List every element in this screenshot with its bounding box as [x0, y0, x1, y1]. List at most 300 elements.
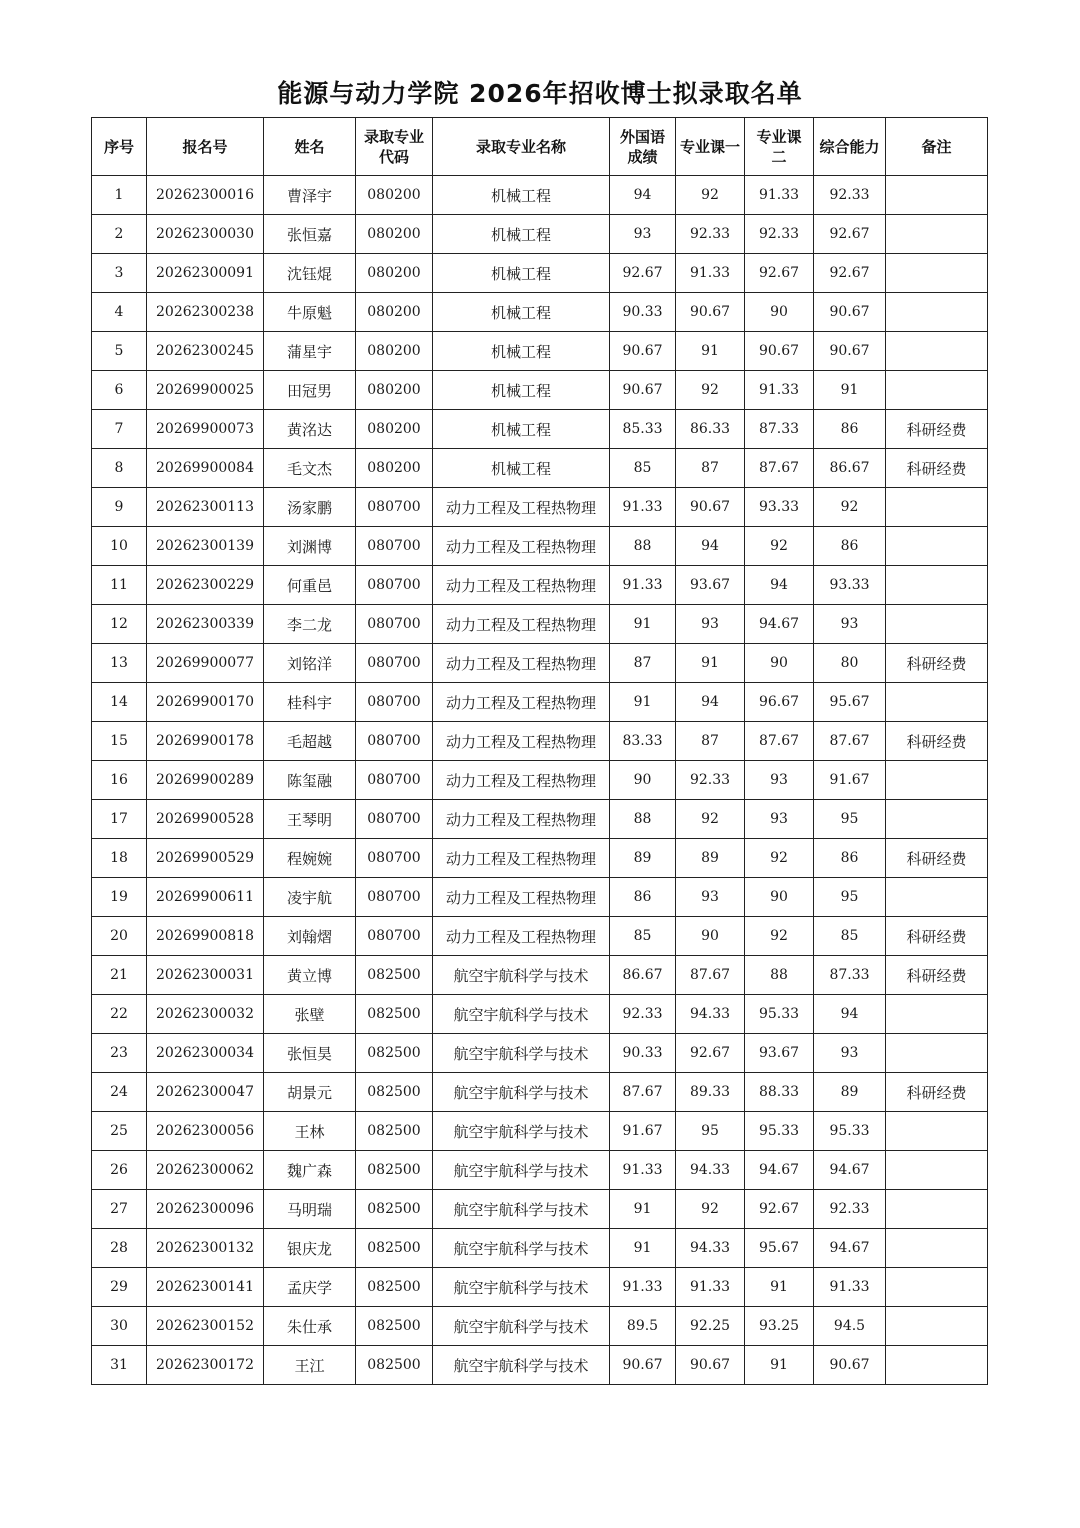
cell-overall: 95 [814, 800, 886, 839]
cell-course-two: 92 [745, 839, 814, 878]
cell-foreign-score: 91 [610, 1190, 676, 1229]
cell-name: 王琴明 [264, 800, 356, 839]
cell-course-one: 94 [676, 527, 745, 566]
cell-reg-no: 20269900025 [147, 371, 264, 410]
cell-remark: 科研经费 [886, 839, 988, 878]
cell-course-two: 96.67 [745, 683, 814, 722]
cell-remark [886, 293, 988, 332]
cell-name: 黄立博 [264, 956, 356, 995]
cell-major-code: 080700 [356, 605, 433, 644]
cell-course-two: 94 [745, 566, 814, 605]
cell-seq: 21 [92, 956, 147, 995]
cell-major-name: 动力工程及工程热物理 [433, 761, 610, 800]
cell-major-name: 动力工程及工程热物理 [433, 566, 610, 605]
cell-reg-no: 20269900077 [147, 644, 264, 683]
cell-foreign-score: 90 [610, 761, 676, 800]
cell-major-code: 082500 [356, 1073, 433, 1112]
cell-course-one: 91 [676, 332, 745, 371]
cell-foreign-score: 91 [610, 605, 676, 644]
cell-overall: 80 [814, 644, 886, 683]
table-row [92, 1112, 988, 1151]
cell-major-name: 航空宇航科学与技术 [433, 995, 610, 1034]
cell-course-one: 95 [676, 1112, 745, 1151]
header-major-code-line2: 代码 [378, 147, 409, 166]
cell-seq: 1 [92, 176, 147, 215]
cell-remark [886, 176, 988, 215]
table-row [92, 1151, 988, 1190]
cell-course-two: 93 [745, 800, 814, 839]
cell-reg-no: 20269900289 [147, 761, 264, 800]
cell-overall: 90.67 [814, 293, 886, 332]
cell-foreign-score: 91.33 [610, 1151, 676, 1190]
cell-course-two: 87.33 [745, 410, 814, 449]
cell-course-one: 91.33 [676, 254, 745, 293]
table-row [92, 956, 988, 995]
table-row [92, 1346, 988, 1385]
cell-course-two: 91.33 [745, 371, 814, 410]
cell-remark [886, 800, 988, 839]
cell-name: 黄洺达 [264, 410, 356, 449]
cell-course-one: 90.67 [676, 488, 745, 527]
cell-name: 张恒昊 [264, 1034, 356, 1073]
cell-name: 沈钰焜 [264, 254, 356, 293]
cell-seq: 22 [92, 995, 147, 1034]
cell-remark [886, 1268, 988, 1307]
cell-course-one: 86.33 [676, 410, 745, 449]
cell-major-name: 机械工程 [433, 215, 610, 254]
cell-overall: 93.33 [814, 566, 886, 605]
cell-course-two: 93.67 [745, 1034, 814, 1073]
cell-major-name: 机械工程 [433, 449, 610, 488]
cell-course-two: 91 [745, 1346, 814, 1385]
cell-overall: 93 [814, 605, 886, 644]
cell-reg-no: 20262300152 [147, 1307, 264, 1346]
cell-overall: 95 [814, 878, 886, 917]
cell-foreign-score: 88 [610, 527, 676, 566]
cell-major-code: 082500 [356, 1268, 433, 1307]
cell-seq: 30 [92, 1307, 147, 1346]
cell-major-name: 机械工程 [433, 176, 610, 215]
cell-major-name: 动力工程及工程热物理 [433, 683, 610, 722]
cell-major-code: 080700 [356, 488, 433, 527]
cell-major-code: 080700 [356, 527, 433, 566]
cell-remark: 科研经费 [886, 644, 988, 683]
cell-major-code: 080700 [356, 878, 433, 917]
cell-foreign-score: 90.33 [610, 293, 676, 332]
table-row [92, 1307, 988, 1346]
cell-course-two: 91.33 [745, 176, 814, 215]
cell-foreign-score: 91.33 [610, 566, 676, 605]
cell-overall: 94.67 [814, 1151, 886, 1190]
cell-overall: 92.67 [814, 215, 886, 254]
table-header [92, 118, 988, 176]
cell-seq: 24 [92, 1073, 147, 1112]
cell-major-code: 082500 [356, 1307, 433, 1346]
cell-seq: 20 [92, 917, 147, 956]
cell-foreign-score: 94 [610, 176, 676, 215]
cell-overall: 92.67 [814, 254, 886, 293]
cell-major-code: 080700 [356, 683, 433, 722]
cell-reg-no: 20262300030 [147, 215, 264, 254]
cell-course-two: 91 [745, 1268, 814, 1307]
cell-remark [886, 215, 988, 254]
cell-reg-no: 20262300238 [147, 293, 264, 332]
cell-course-one: 91.33 [676, 1268, 745, 1307]
table-row [92, 1268, 988, 1307]
cell-major-name: 动力工程及工程热物理 [433, 722, 610, 761]
cell-overall: 90.67 [814, 332, 886, 371]
cell-remark [886, 332, 988, 371]
document-title: 能源与动力学院 2026年招收博士拟录取名单 [277, 79, 803, 108]
cell-major-code: 080700 [356, 644, 433, 683]
cell-foreign-score: 83.33 [610, 722, 676, 761]
cell-reg-no: 20269900178 [147, 722, 264, 761]
cell-seq: 17 [92, 800, 147, 839]
cell-seq: 7 [92, 410, 147, 449]
cell-foreign-score: 87 [610, 644, 676, 683]
cell-reg-no: 20269900084 [147, 449, 264, 488]
cell-name: 王江 [264, 1346, 356, 1385]
cell-name: 曹泽宇 [264, 176, 356, 215]
cell-remark [886, 878, 988, 917]
cell-overall: 89 [814, 1073, 886, 1112]
cell-overall: 92.33 [814, 176, 886, 215]
cell-name: 魏广森 [264, 1151, 356, 1190]
cell-course-one: 94.33 [676, 1229, 745, 1268]
cell-major-code: 082500 [356, 1190, 433, 1229]
cell-name: 银庆龙 [264, 1229, 356, 1268]
cell-major-name: 航空宇航科学与技术 [433, 1268, 610, 1307]
cell-course-one: 93 [676, 878, 745, 917]
cell-seq: 31 [92, 1346, 147, 1385]
cell-remark: 科研经费 [886, 449, 988, 488]
table-row [92, 371, 988, 410]
cell-major-code: 080200 [356, 293, 433, 332]
table-row [92, 995, 988, 1034]
cell-course-one: 92 [676, 176, 745, 215]
cell-major-name: 机械工程 [433, 254, 610, 293]
table-row [92, 176, 988, 215]
header-overall: 综合能力 [814, 118, 886, 176]
cell-name: 毛超越 [264, 722, 356, 761]
header-major-name: 录取专业名称 [433, 118, 610, 176]
cell-major-name: 机械工程 [433, 332, 610, 371]
cell-course-one: 92 [676, 371, 745, 410]
cell-name: 汤家鹏 [264, 488, 356, 527]
cell-major-code: 082500 [356, 956, 433, 995]
cell-course-two: 92 [745, 527, 814, 566]
table-row [92, 254, 988, 293]
cell-remark [886, 1307, 988, 1346]
cell-major-name: 动力工程及工程热物理 [433, 878, 610, 917]
cell-seq: 9 [92, 488, 147, 527]
cell-remark [886, 527, 988, 566]
cell-course-two: 90 [745, 878, 814, 917]
cell-course-two: 90.67 [745, 332, 814, 371]
cell-seq: 29 [92, 1268, 147, 1307]
cell-seq: 10 [92, 527, 147, 566]
header-foreign-line1: 外国语 [619, 127, 665, 146]
cell-reg-no: 20262300113 [147, 488, 264, 527]
cell-course-one: 87 [676, 722, 745, 761]
cell-major-code: 080700 [356, 839, 433, 878]
cell-major-code: 080200 [356, 215, 433, 254]
cell-seq: 12 [92, 605, 147, 644]
cell-overall: 87.67 [814, 722, 886, 761]
cell-seq: 11 [92, 566, 147, 605]
cell-reg-no: 20262300047 [147, 1073, 264, 1112]
cell-overall: 94.67 [814, 1229, 886, 1268]
table-row [92, 917, 988, 956]
cell-foreign-score: 86.67 [610, 956, 676, 995]
cell-foreign-score: 91.33 [610, 488, 676, 527]
cell-course-two: 90 [745, 644, 814, 683]
cell-overall: 86.67 [814, 449, 886, 488]
cell-course-two: 88 [745, 956, 814, 995]
cell-course-one: 94.33 [676, 1151, 745, 1190]
cell-name: 何重邑 [264, 566, 356, 605]
cell-course-one: 90.67 [676, 293, 745, 332]
cell-remark [886, 605, 988, 644]
table-row [92, 1229, 988, 1268]
cell-reg-no: 20269900073 [147, 410, 264, 449]
cell-overall: 91 [814, 371, 886, 410]
cell-name: 凌宇航 [264, 878, 356, 917]
cell-seq: 15 [92, 722, 147, 761]
cell-seq: 6 [92, 371, 147, 410]
cell-reg-no: 20262300229 [147, 566, 264, 605]
cell-foreign-score: 92.67 [610, 254, 676, 293]
table-row [92, 605, 988, 644]
cell-major-name: 航空宇航科学与技术 [433, 956, 610, 995]
cell-major-code: 082500 [356, 1112, 433, 1151]
cell-foreign-score: 90.33 [610, 1034, 676, 1073]
cell-remark [886, 566, 988, 605]
cell-remark [886, 488, 988, 527]
table-row [92, 215, 988, 254]
cell-name: 田冠男 [264, 371, 356, 410]
cell-reg-no: 20269900818 [147, 917, 264, 956]
cell-foreign-score: 91 [610, 683, 676, 722]
cell-overall: 95.33 [814, 1112, 886, 1151]
cell-major-code: 080200 [356, 410, 433, 449]
cell-overall: 92 [814, 488, 886, 527]
table-row [92, 761, 988, 800]
cell-course-two: 93.33 [745, 488, 814, 527]
cell-foreign-score: 85 [610, 917, 676, 956]
cell-name: 桂科宇 [264, 683, 356, 722]
cell-major-name: 航空宇航科学与技术 [433, 1073, 610, 1112]
cell-major-code: 080200 [356, 371, 433, 410]
cell-course-two: 87.67 [745, 449, 814, 488]
cell-name: 胡景元 [264, 1073, 356, 1112]
cell-course-two: 94.67 [745, 605, 814, 644]
cell-reg-no: 20262300056 [147, 1112, 264, 1151]
header-remark: 备注 [886, 118, 988, 176]
cell-remark [886, 761, 988, 800]
cell-overall: 94.5 [814, 1307, 886, 1346]
cell-foreign-score: 89 [610, 839, 676, 878]
cell-overall: 93 [814, 1034, 886, 1073]
table-row [92, 1190, 988, 1229]
cell-remark: 科研经费 [886, 917, 988, 956]
cell-major-name: 动力工程及工程热物理 [433, 644, 610, 683]
cell-course-two: 92.67 [745, 254, 814, 293]
cell-overall: 86 [814, 527, 886, 566]
cell-reg-no: 20262300139 [147, 527, 264, 566]
table-row [92, 644, 988, 683]
cell-course-one: 92.33 [676, 215, 745, 254]
cell-course-one: 93.67 [676, 566, 745, 605]
cell-name: 毛文杰 [264, 449, 356, 488]
cell-name: 朱仕承 [264, 1307, 356, 1346]
cell-name: 陈玺融 [264, 761, 356, 800]
cell-major-name: 航空宇航科学与技术 [433, 1034, 610, 1073]
cell-overall: 87.33 [814, 956, 886, 995]
header-course-two [745, 118, 814, 176]
cell-foreign-score: 90.67 [610, 371, 676, 410]
cell-foreign-score: 90.67 [610, 332, 676, 371]
table-row [92, 878, 988, 917]
table-row [92, 1034, 988, 1073]
header-major-code-line1: 录取专业 [363, 127, 424, 146]
cell-name: 马明瑞 [264, 1190, 356, 1229]
cell-major-code: 080200 [356, 254, 433, 293]
cell-course-two: 93 [745, 761, 814, 800]
cell-course-one: 92.25 [676, 1307, 745, 1346]
cell-major-code: 080700 [356, 800, 433, 839]
cell-reg-no: 20262300034 [147, 1034, 264, 1073]
cell-remark: 科研经费 [886, 956, 988, 995]
cell-major-code: 080200 [356, 332, 433, 371]
cell-seq: 23 [92, 1034, 147, 1073]
cell-major-name: 航空宇航科学与技术 [433, 1346, 610, 1385]
header-reg-no: 报名号 [147, 118, 264, 176]
cell-course-one: 92.33 [676, 761, 745, 800]
cell-major-name: 航空宇航科学与技术 [433, 1190, 610, 1229]
cell-major-code: 080200 [356, 176, 433, 215]
cell-seq: 26 [92, 1151, 147, 1190]
cell-course-two: 90 [745, 293, 814, 332]
cell-course-one: 91 [676, 644, 745, 683]
cell-foreign-score: 91.33 [610, 1268, 676, 1307]
admission-table [91, 117, 988, 1385]
cell-major-name: 动力工程及工程热物理 [433, 527, 610, 566]
table-row [92, 527, 988, 566]
header-foreign-language [610, 118, 676, 176]
table-row [92, 800, 988, 839]
cell-name: 李二龙 [264, 605, 356, 644]
cell-major-code: 080700 [356, 566, 433, 605]
cell-foreign-score: 88 [610, 800, 676, 839]
cell-reg-no: 20262300062 [147, 1151, 264, 1190]
header-course-one: 专业课一 [676, 118, 745, 176]
cell-seq: 13 [92, 644, 147, 683]
cell-foreign-score: 87.67 [610, 1073, 676, 1112]
cell-seq: 14 [92, 683, 147, 722]
cell-major-name: 机械工程 [433, 410, 610, 449]
cell-reg-no: 20262300245 [147, 332, 264, 371]
cell-course-two: 95.33 [745, 995, 814, 1034]
cell-course-two: 87.67 [745, 722, 814, 761]
cell-reg-no: 20269900170 [147, 683, 264, 722]
table-row [92, 332, 988, 371]
header-seq: 序号 [92, 118, 147, 176]
table-row [92, 722, 988, 761]
cell-seq: 2 [92, 215, 147, 254]
cell-overall: 91.33 [814, 1268, 886, 1307]
header-row [92, 118, 988, 176]
cell-name: 牛原魁 [264, 293, 356, 332]
cell-foreign-score: 92.33 [610, 995, 676, 1034]
cell-reg-no: 20262300031 [147, 956, 264, 995]
table-row [92, 1073, 988, 1112]
cell-major-code: 080700 [356, 917, 433, 956]
cell-seq: 18 [92, 839, 147, 878]
cell-reg-no: 20262300141 [147, 1268, 264, 1307]
cell-reg-no: 20269900528 [147, 800, 264, 839]
cell-course-one: 94.33 [676, 995, 745, 1034]
cell-major-name: 动力工程及工程热物理 [433, 605, 610, 644]
cell-remark [886, 1151, 988, 1190]
cell-foreign-score: 90.67 [610, 1346, 676, 1385]
cell-seq: 19 [92, 878, 147, 917]
cell-reg-no: 20269900529 [147, 839, 264, 878]
cell-reg-no: 20262300172 [147, 1346, 264, 1385]
cell-course-one: 89.33 [676, 1073, 745, 1112]
cell-course-one: 87.67 [676, 956, 745, 995]
cell-course-two: 92.67 [745, 1190, 814, 1229]
cell-remark: 科研经费 [886, 410, 988, 449]
cell-seq: 3 [92, 254, 147, 293]
cell-foreign-score: 91 [610, 1229, 676, 1268]
cell-seq: 16 [92, 761, 147, 800]
cell-major-name: 航空宇航科学与技术 [433, 1307, 610, 1346]
cell-major-code: 080700 [356, 761, 433, 800]
cell-major-code: 080200 [356, 449, 433, 488]
cell-seq: 5 [92, 332, 147, 371]
cell-foreign-score: 85.33 [610, 410, 676, 449]
cell-overall: 85 [814, 917, 886, 956]
cell-course-two: 88.33 [745, 1073, 814, 1112]
cell-seq: 28 [92, 1229, 147, 1268]
cell-overall: 95.67 [814, 683, 886, 722]
cell-remark [886, 995, 988, 1034]
cell-remark [886, 1034, 988, 1073]
header-name: 姓名 [264, 118, 356, 176]
cell-seq: 25 [92, 1112, 147, 1151]
header-major-code [356, 118, 433, 176]
cell-name: 张壁 [264, 995, 356, 1034]
cell-foreign-score: 91.67 [610, 1112, 676, 1151]
cell-remark [886, 1112, 988, 1151]
cell-course-two: 95.67 [745, 1229, 814, 1268]
table-row [92, 293, 988, 332]
cell-major-name: 航空宇航科学与技术 [433, 1151, 610, 1190]
cell-remark [886, 254, 988, 293]
cell-reg-no: 20262300032 [147, 995, 264, 1034]
cell-foreign-score: 93 [610, 215, 676, 254]
cell-course-one: 94 [676, 683, 745, 722]
cell-course-one: 92 [676, 1190, 745, 1229]
cell-course-two: 93.25 [745, 1307, 814, 1346]
cell-reg-no: 20262300091 [147, 254, 264, 293]
cell-overall: 94 [814, 995, 886, 1034]
cell-major-name: 机械工程 [433, 293, 610, 332]
cell-name: 刘翰熠 [264, 917, 356, 956]
cell-major-name: 动力工程及工程热物理 [433, 800, 610, 839]
table-row [92, 839, 988, 878]
